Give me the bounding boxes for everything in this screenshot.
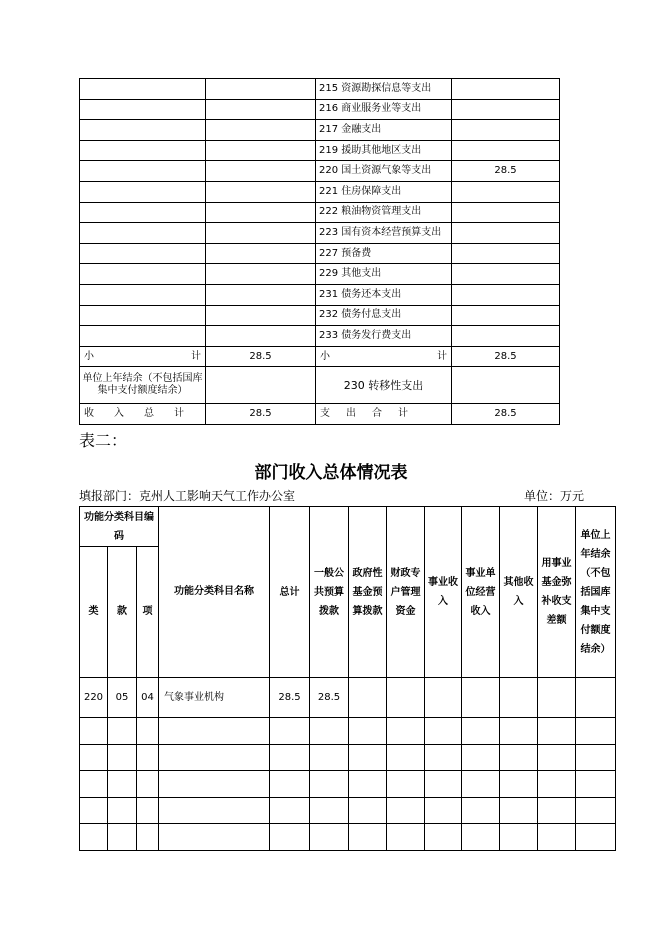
empty-row	[80, 718, 616, 745]
subtotal-income-label: 小 计	[80, 346, 206, 367]
expense-value	[452, 243, 560, 264]
expense-value	[452, 120, 560, 141]
expense-total-label: 支 出 合 计	[316, 404, 452, 425]
table-row	[80, 678, 616, 718]
code-group-header: 功能分类科目编码	[80, 507, 159, 547]
total-row	[80, 404, 560, 425]
expense-value	[452, 326, 560, 347]
table-row	[80, 305, 560, 326]
table-row	[80, 264, 560, 285]
other-income-header: 其他收入	[500, 507, 538, 678]
xiang-header: 项	[137, 547, 159, 678]
expense-value	[452, 223, 560, 244]
total-cell: 28.5	[270, 678, 310, 718]
income-expense-summary-table	[79, 78, 560, 425]
header-row	[80, 507, 616, 547]
table-row	[80, 99, 560, 120]
expense-value	[452, 202, 560, 223]
xiang-cell: 04	[137, 678, 159, 718]
expense-value: 28.5	[452, 161, 560, 182]
expense-value	[452, 284, 560, 305]
subject-name-cell: 气象事业机构	[159, 678, 270, 718]
expense-value	[452, 99, 560, 120]
transfer-expense-value	[452, 367, 560, 404]
subtotal-expense-value: 28.5	[452, 346, 560, 367]
expense-value	[452, 140, 560, 161]
unit-label: 单位：万元	[524, 489, 585, 503]
fiscal-special-header: 财政专户管理资金	[387, 507, 425, 678]
lei-header: 类	[80, 547, 108, 678]
expense-item: 219 援助其他地区支出	[316, 140, 452, 161]
expense-item: 222 粮油物资管理支出	[316, 202, 452, 223]
expense-item: 227 预备费	[316, 243, 452, 264]
expense-item: 229 其他支出	[316, 264, 452, 285]
gov-fund-header: 政府性基金预算拨款	[349, 507, 387, 678]
expense-value	[452, 181, 560, 202]
general-budget-cell: 28.5	[310, 678, 349, 718]
income-total-label: 收 入 总 计	[80, 404, 206, 425]
empty-row	[80, 771, 616, 798]
table-row	[80, 202, 560, 223]
general-budget-header: 一般公共预算拨款	[310, 507, 349, 678]
table-row	[80, 181, 560, 202]
table-row	[80, 223, 560, 244]
carryover-row	[80, 367, 560, 404]
expense-value	[452, 264, 560, 285]
expense-item: 223 国有资本经营预算支出	[316, 223, 452, 244]
table-row	[80, 243, 560, 264]
expense-item: 215 资源勘探信息等支出	[316, 79, 452, 100]
income-total-value: 28.5	[206, 404, 316, 425]
prior-year-balance-value	[206, 367, 316, 404]
subtotal-income-value: 28.5	[206, 346, 316, 367]
expense-item: 232 债务付息支出	[316, 305, 452, 326]
prev-balance-header: 单位上年结余（不包括国库集中支付额度结余）	[576, 507, 616, 678]
expense-item: 217 金融支出	[316, 120, 452, 141]
business-income-header: 事业收入	[425, 507, 462, 678]
subtotal-row	[80, 346, 560, 367]
table-row	[80, 284, 560, 305]
transfer-expense-label: 230 转移性支出	[316, 367, 452, 404]
total-header: 总计	[270, 507, 310, 678]
empty-row	[80, 824, 616, 851]
operating-income-header: 事业单位经营收入	[462, 507, 500, 678]
fund-deficit-header: 用事业基金弥补收支差额	[538, 507, 576, 678]
prior-year-balance-label: 单位上年结余（不包括国库集中支付额度结余）	[80, 367, 206, 404]
expense-value	[452, 305, 560, 326]
empty-row	[80, 744, 616, 771]
department-income-table	[79, 506, 616, 851]
table-row	[80, 326, 560, 347]
empty-row	[80, 797, 616, 824]
expense-item: 216 商业服务业等支出	[316, 99, 452, 120]
expense-item: 233 债务发行费支出	[316, 326, 452, 347]
table-row	[80, 120, 560, 141]
lei-cell: 220	[80, 678, 108, 718]
kuan-header: 款	[108, 547, 137, 678]
expense-item: 221 住房保障支出	[316, 181, 452, 202]
expense-item: 231 债务还本支出	[316, 284, 452, 305]
table-row	[80, 140, 560, 161]
expense-item: 220 国土资源气象等支出	[316, 161, 452, 182]
table-row	[80, 161, 560, 182]
subject-name-header: 功能分类科目名称	[159, 507, 270, 678]
expense-value	[452, 79, 560, 100]
table-caption: 表二：	[79, 431, 128, 450]
report-title: 部门收入总体情况表	[254, 463, 408, 483]
reporting-department: 填报部门：克州人工影响天气工作办公室	[79, 489, 296, 503]
table-row	[80, 79, 560, 100]
kuan-cell: 05	[108, 678, 137, 718]
expense-total-value: 28.5	[452, 404, 560, 425]
subtotal-expense-label: 小 计	[316, 346, 452, 367]
